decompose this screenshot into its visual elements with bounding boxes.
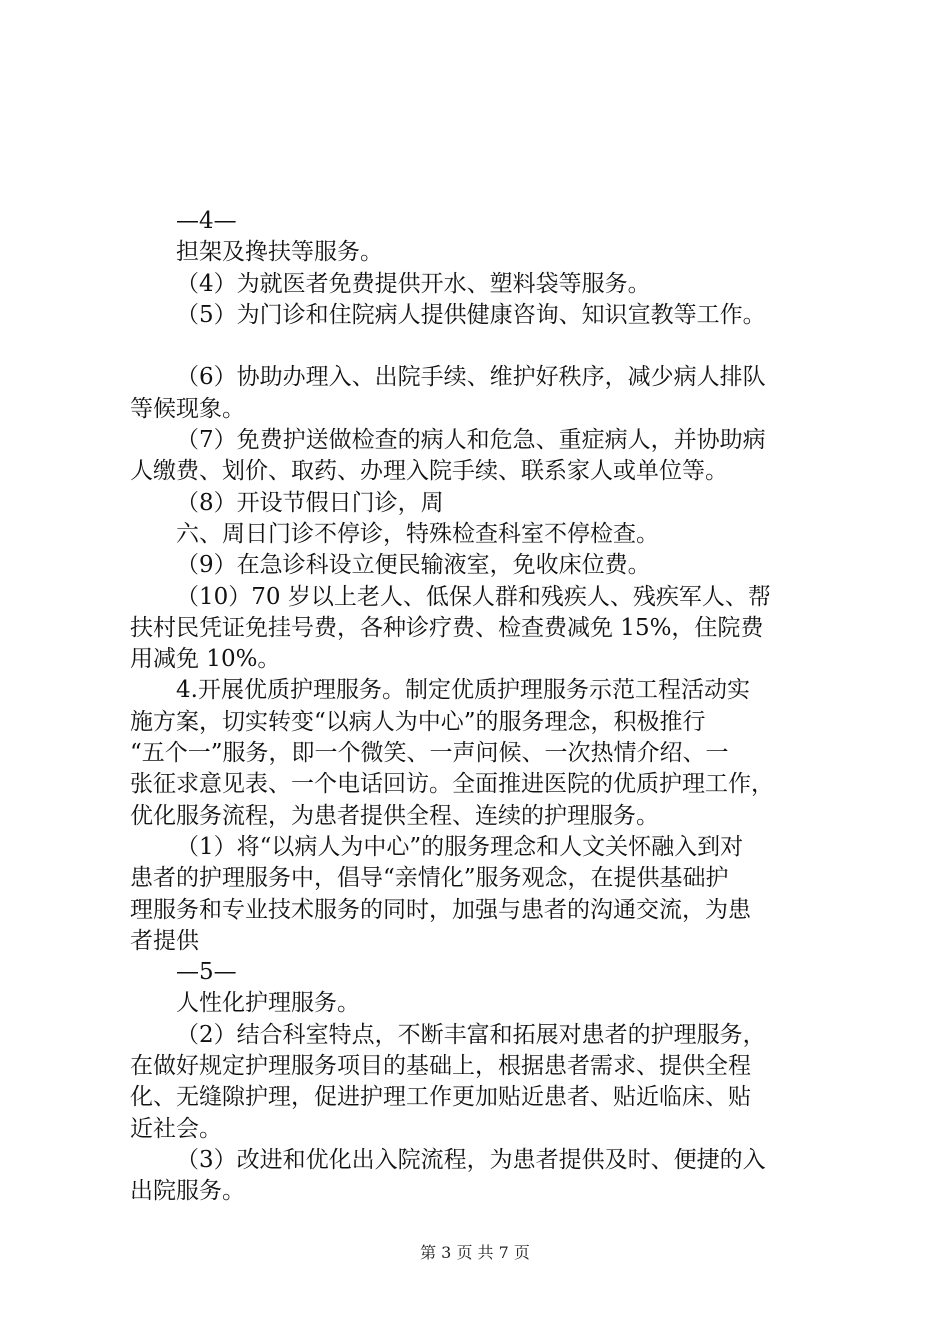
text-line: 化、无缝隙护理，促进护理工作更加贴近患者、贴近临床、贴 [130, 1084, 751, 1111]
text-line: 人缴费、划价、取药、办理入院手续、联系家人或单位等。 [130, 458, 728, 485]
text-line: 人性化护理服务。 [176, 990, 360, 1017]
text-line: 施方案，切实转变“以病人为中心”的服务理念，积极推行 [130, 708, 706, 735]
text-line: —5— [176, 959, 237, 986]
text-line: （9）在急诊科设立便民输液室，免收床位费。 [176, 552, 651, 579]
text-line: 扶村民凭证免挂号费，各种诊疗费、检查费减免 15%，住院费 [130, 614, 764, 641]
text-line: —4— [176, 208, 237, 234]
text-line: 张征求意见表、一个电话回访。全面推进医院的优质护理工作， [130, 771, 774, 798]
text-line: 用减免 10%。 [130, 646, 281, 673]
text-line: 在做好规定护理服务项目的基础上，根据患者需求、提供全程 [130, 1053, 751, 1080]
text-line: （2）结合科室特点，不断丰富和拓展对患者的护理服务， [176, 1021, 766, 1048]
text-line: （4）为就医者免费提供开水、塑料袋等服务。 [176, 270, 651, 297]
text-line: （10）70 岁以上老人、低保人群和残疾人、残疾军人、帮 [176, 583, 771, 610]
text-line: 患者的护理服务中，倡导“亲情化”服务观念，在提供基础护 [130, 865, 729, 892]
text-line: 4.开展优质护理服务。制定优质护理服务示范工程活动实 [176, 677, 750, 704]
text-line: “五个一”服务，即一个微笑、一声问候、一次热情介绍、一 [130, 740, 729, 767]
text-line: 等候现象。 [130, 395, 245, 422]
text-line: 者提供 [130, 927, 199, 954]
page-footer: 第 3 页 共 7 页 [420, 1243, 530, 1262]
text-line: 近社会。 [130, 1115, 222, 1142]
document-body [130, 206, 830, 1208]
text-line: 出院服务。 [130, 1178, 245, 1205]
text-line: （1）将“以病人为中心”的服务理念和人文关怀融入到对 [176, 833, 744, 860]
paragraph-gap [130, 331, 830, 362]
text-line: （5）为门诊和住院病人提供健康咨询、知识宣教等工作。 [176, 301, 766, 328]
text-line: （7）免费护送做检查的病人和危急、重症病人，并协助病 [176, 427, 766, 454]
text-line: 六、周日门诊不停诊，特殊检查科室不停检查。 [176, 520, 659, 547]
text-line: 优化服务流程，为患者提供全程、连续的护理服务。 [130, 802, 659, 829]
text-line: 担架及搀扶等服务。 [176, 239, 383, 266]
text-line: （6）协助办理入、出院手续、维护好秩序，减少病人排队 [176, 364, 766, 391]
text-line: （3）改进和优化出入院流程，为患者提供及时、便捷的入 [176, 1146, 766, 1173]
text-line: （8）开设节假日门诊，周 [176, 489, 444, 516]
text-line: 理服务和专业技术服务的同时，加强与患者的沟通交流，为患 [130, 896, 751, 923]
